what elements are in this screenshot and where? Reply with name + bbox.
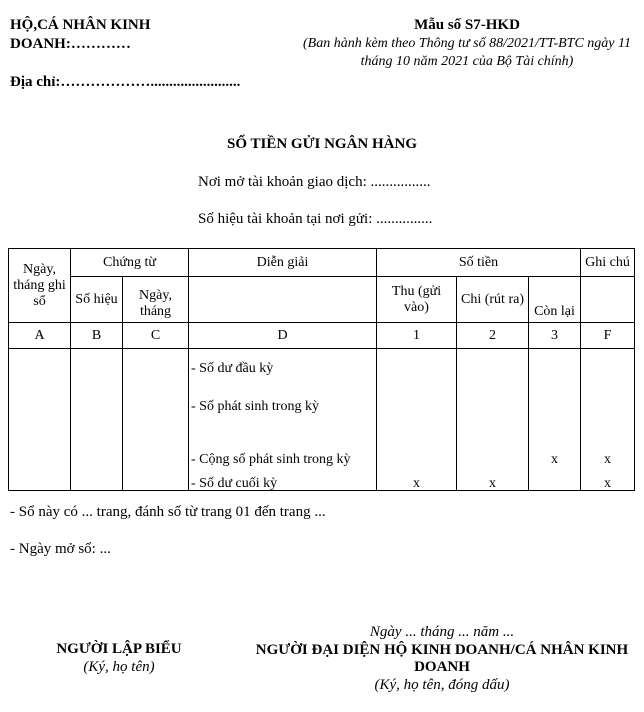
signature-date-line: Ngày ... tháng ... năm ...: [369, 624, 515, 640]
table-subheader-row: [9, 277, 635, 323]
pages-note: - Sổ này có ... trang, đánh số từ trang 01 đến trang ...: [10, 504, 326, 520]
closing-in-mark: x: [413, 476, 420, 491]
body-cell-date: [9, 349, 71, 491]
total-note-mark: x: [604, 452, 611, 467]
code-cell: C: [123, 323, 189, 349]
header-note-empty: [581, 277, 635, 323]
code-cell: F: [581, 323, 635, 349]
account-number: Số hiệu tài khoản tại nơi gửi: ...............: [198, 211, 433, 227]
preparer-note: (Ký, họ tên): [83, 659, 155, 675]
body-cell-description: [189, 349, 377, 491]
code-cell: 3: [529, 323, 581, 349]
address-label: Địa chỉ:………………........................: [10, 74, 241, 90]
code-cell: A: [9, 323, 71, 349]
body-cell-balance: [529, 349, 581, 491]
representative-signature-block: [250, 623, 634, 695]
body-cell-voucher-no: [71, 349, 123, 491]
header-voucher: Chứng từ: [71, 249, 189, 277]
arising-label: - Số phát sinh trong kỳ: [191, 399, 319, 414]
form-header: [290, 16, 644, 71]
account-open-place: Nơi mở tài khoản giao dịch: ................: [198, 174, 431, 190]
preparer-title: NGƯỜI LẬP BIỂU: [56, 641, 182, 657]
header-balance: Còn lại: [529, 277, 581, 323]
header-amount: Số tiền: [377, 249, 581, 277]
code-cell: D: [189, 323, 377, 349]
total-balance-mark: x: [551, 452, 558, 467]
body-cell-voucher-date: [123, 349, 189, 491]
total-arising-label: - Cộng số phát sinh trong kỳ: [191, 452, 351, 467]
header-date: Ngày, tháng ghi sổ: [9, 249, 71, 323]
page-title: SỔ TIỀN GỬI NGÂN HÀNG: [226, 136, 418, 152]
business-name-label: HỘ,CÁ NHÂN KINH DOANH:…………: [10, 17, 151, 52]
closing-balance-label: - Số dư cuối kỳ: [191, 476, 278, 491]
representative-note: (Ký, họ tên, đóng dấu): [374, 677, 510, 693]
body-cell-in: [377, 349, 457, 491]
header-out: Chi (rút ra): [457, 277, 529, 323]
preparer-signature-block: [30, 641, 208, 677]
header-description-empty: [189, 277, 377, 323]
header-description: Diễn giải: [189, 249, 377, 277]
header-voucher-date: Ngày, tháng: [123, 277, 189, 323]
code-cell: 1: [377, 323, 457, 349]
open-date-note: - Ngày mở sổ: ...: [10, 541, 111, 557]
header-in: Thu (gửi vào): [377, 277, 457, 323]
code-cell: B: [71, 323, 123, 349]
representative-title: NGƯỜI ĐẠI DIỆN HỘ KINH DOANH/CÁ NHÂN KINH DOANH: [255, 642, 629, 675]
table-header-row: [9, 249, 635, 277]
form-code: Mẫu số S7-HKD: [414, 17, 520, 33]
header-voucher-no: Số hiệu: [71, 277, 123, 323]
code-cell: 2: [457, 323, 529, 349]
form-legal-note: (Ban hành kèm theo Thông tư số 88/2021/TT-BTC ngày 11 tháng 10 năm 2021 của Bộ Tài chính): [303, 36, 631, 69]
ledger-table: [8, 248, 635, 491]
header-note: Ghi chú: [581, 249, 635, 277]
table-row: [9, 349, 635, 491]
code-row: [9, 323, 635, 349]
closing-out-mark: x: [489, 476, 496, 491]
body-cell-note: [581, 349, 635, 491]
opening-balance-label: - Số dư đầu kỳ: [191, 361, 274, 376]
closing-note-mark: x: [604, 476, 611, 491]
body-cell-out: [457, 349, 529, 491]
